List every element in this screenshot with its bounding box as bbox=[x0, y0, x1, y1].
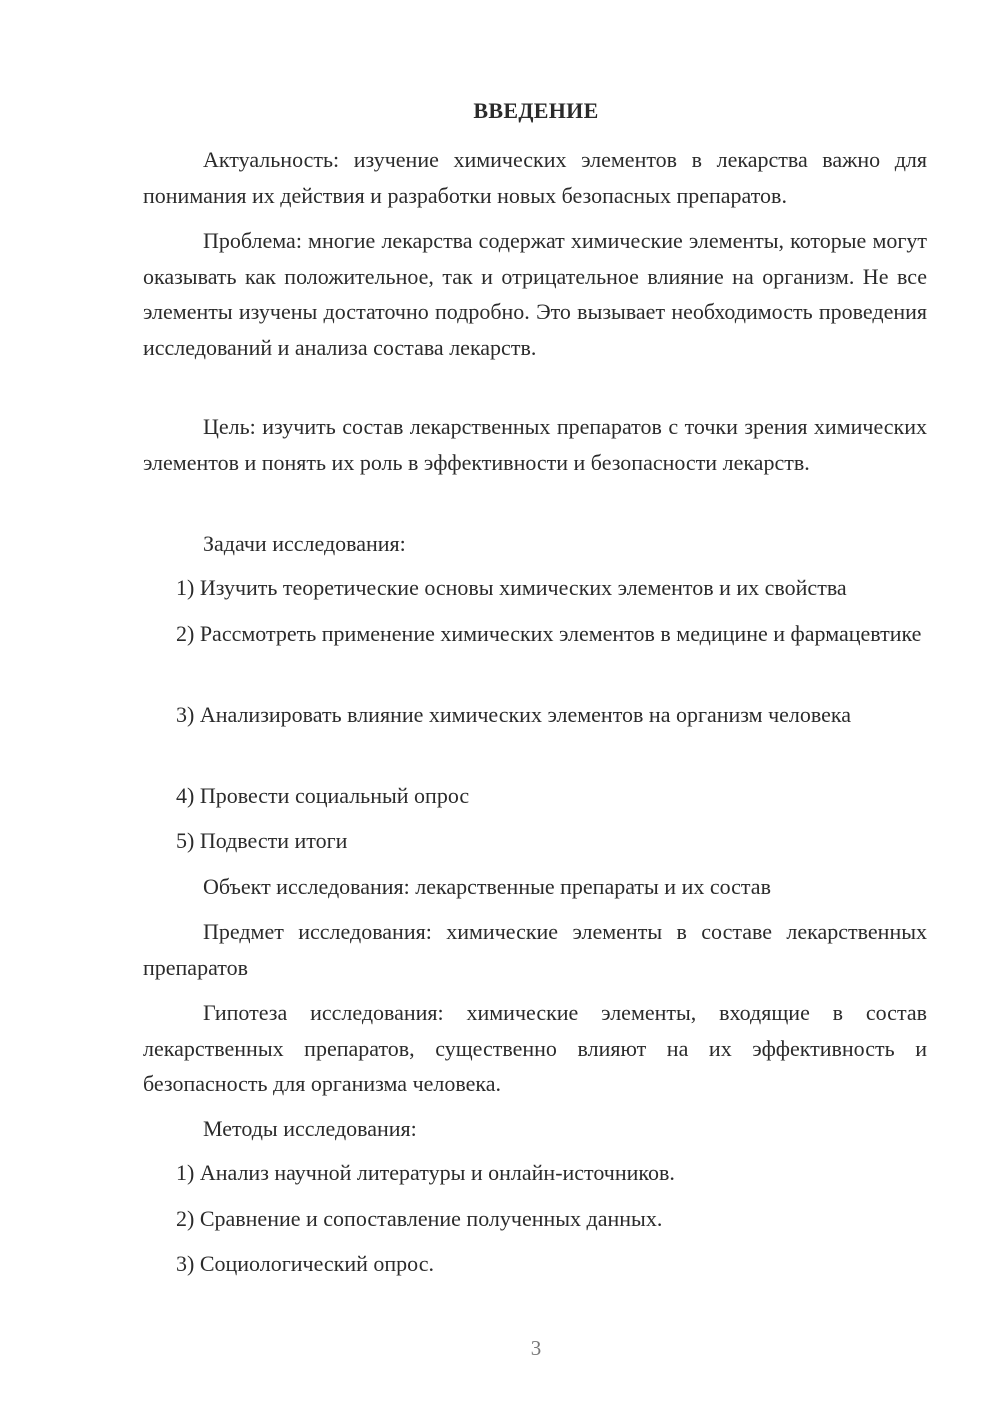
method-item-1: 1) Анализ научной литературы и онлайн-источников. bbox=[176, 1160, 675, 1185]
task-item-4: 4) Провести социальный опрос bbox=[176, 783, 470, 808]
method-item-2: 2) Сравнение и сопоставление полученных данных. bbox=[176, 1206, 663, 1231]
problem-paragraph: Проблема: многие лекарства содержат химические элементы, которые могут оказывать как положительное, так и отрицательное влияние на организм. Не все элементы изучены достаточно подробно. Это вызывает необходимость проведения исследований и анализа состава лекарств. bbox=[143, 228, 927, 360]
task-item-1: 1) Изучить теоретические основы химических элементов и их свойства bbox=[176, 575, 847, 600]
hypothesis-paragraph: Гипотеза исследования: химические элементы, входящие в состав лекарственных препаратов, существенно влияют на их эффективность и безопасность для организма человека. bbox=[143, 1000, 927, 1096]
task-item-3: 3) Анализировать влияние химических элементов на организм человека bbox=[176, 702, 852, 727]
relevance-paragraph: Актуальность: изучение химических элементов в лекарства важно для понимания их действия и разработки новых безопасных препаратов. bbox=[143, 147, 927, 208]
subject-paragraph: Предмет исследования: химические элементы в составе лекарственных препаратов bbox=[143, 919, 927, 980]
goal-paragraph: Цель: изучить состав лекарственных препаратов с точки зрения химических элементов и понять их роль в эффективности и безопасности лекарств. bbox=[143, 414, 927, 475]
method-item-3: 3) Социологический опрос. bbox=[176, 1251, 434, 1276]
section-heading: ВВЕДЕНИЕ bbox=[473, 98, 599, 123]
task-item-5: 5) Подвести итоги bbox=[176, 828, 348, 853]
page-number: 3 bbox=[530, 1336, 542, 1360]
tasks-title: Задачи исследования: bbox=[203, 531, 406, 556]
object-paragraph: Объект исследования: лекарственные препараты и их состав bbox=[203, 874, 771, 899]
task-item-2: 2) Рассмотреть применение химических элементов в медицине и фармацевтике bbox=[176, 621, 922, 646]
methods-title: Методы исследования: bbox=[203, 1116, 417, 1141]
